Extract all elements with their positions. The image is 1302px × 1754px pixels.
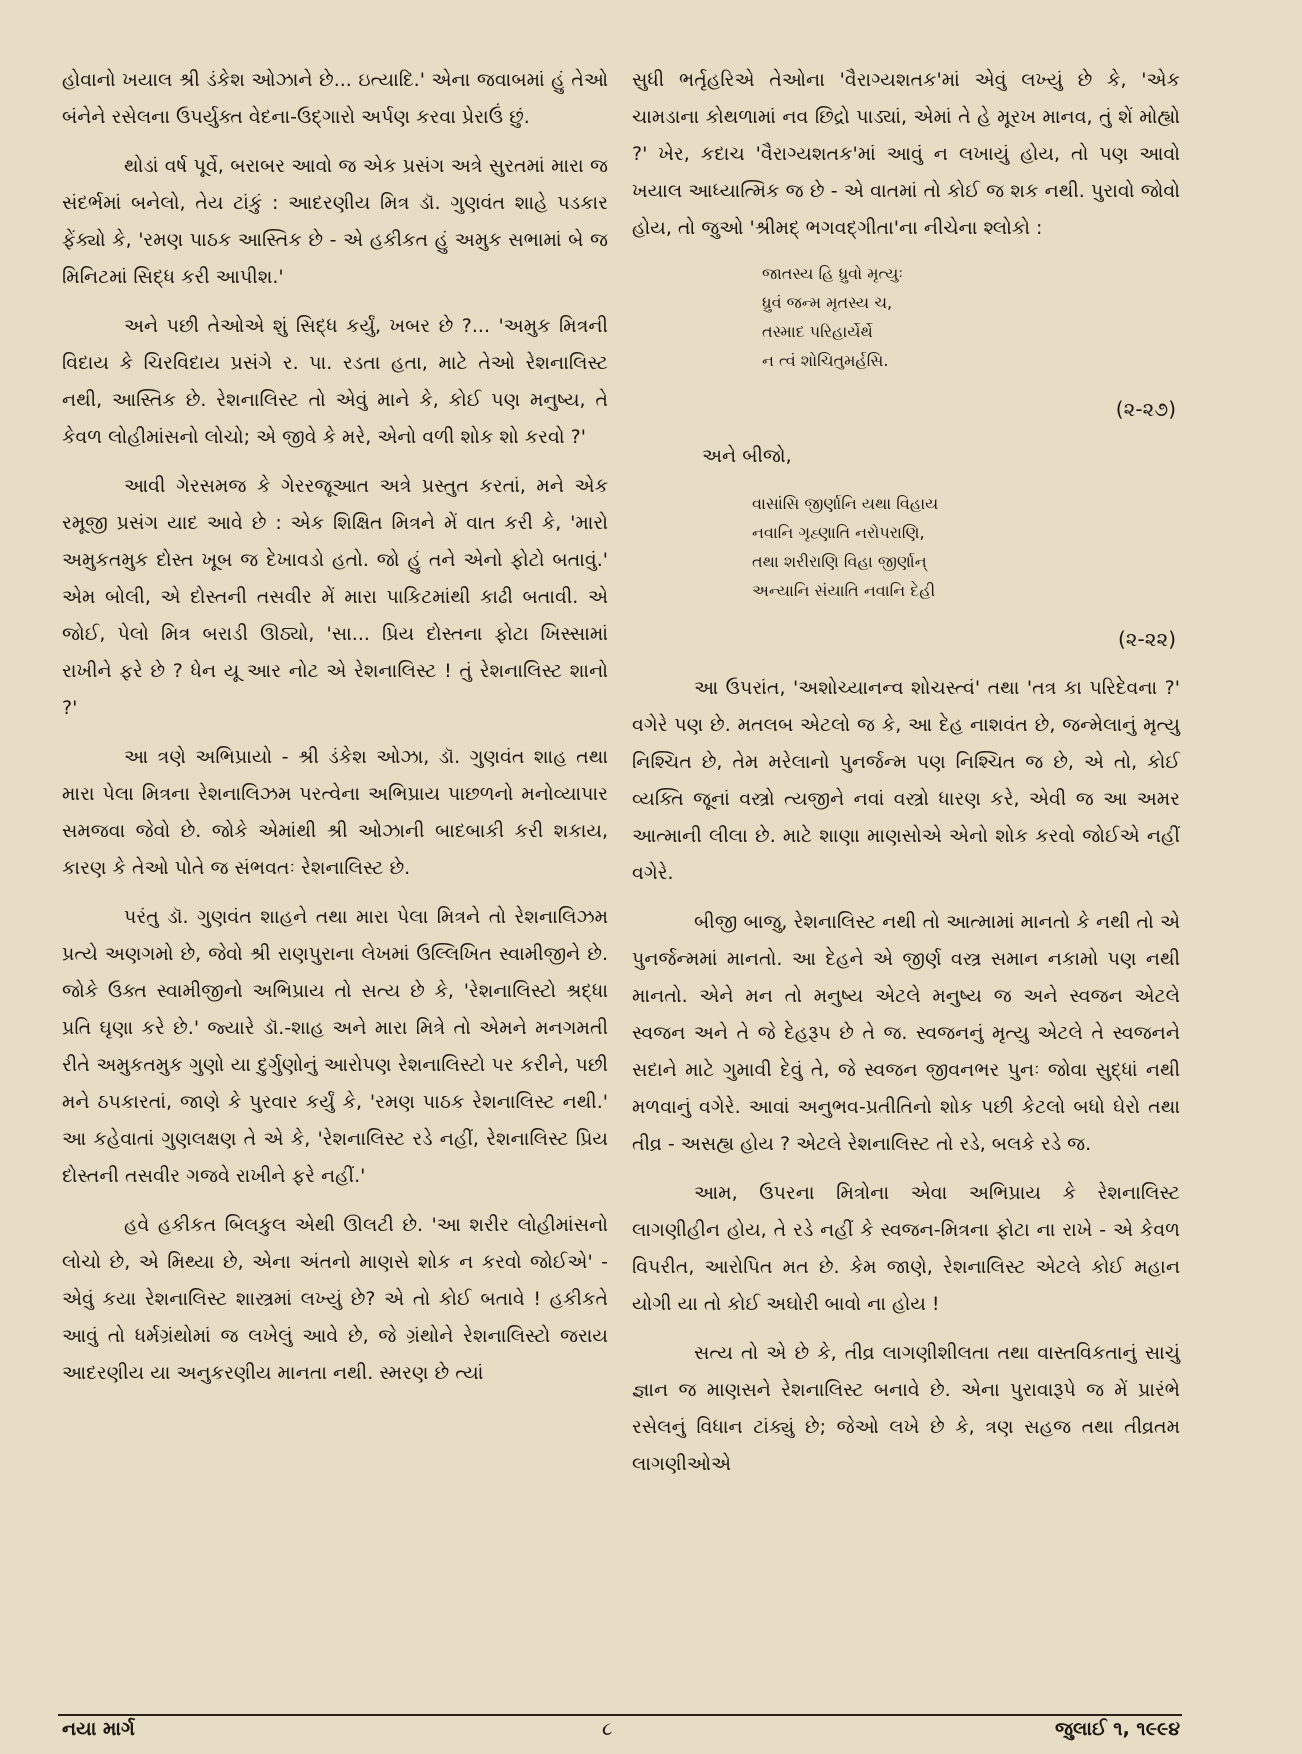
verse-reference: (૨-૨૭) bbox=[1115, 397, 1176, 421]
paragraph: અને પછી તેઓએ શું સિદ્ધ કર્યું, ખબર છે ?... 'અમુક મિત્રની વિદાય કે ચિરવિદાય પ્રસંગે ર. પા. રડતા હતા, માટે તેઓ રેશનાલિસ્ટ નથી, આસ્તિક છે. રેશનાલિસ્ટ તો એવું માને કે, કોઈ પણ મનુષ્ય, તે કેવળ લોહીમાંસનો લોચો; એ જીવે કે મરે, એનો વળી શોક શો કરવો ?' bbox=[62, 315, 608, 448]
verse-block bbox=[762, 259, 1180, 375]
footer-divider bbox=[58, 1714, 1182, 1716]
paragraph: બીજી બાજુ, રેશનાલિસ્ટ નથી તો આત્મામાં માનતો કે નથી તો એ પુનર્જન્મમાં માનતો. આ દેહને એ જીર્ણ વસ્ત્ર સમાન નકામો પણ નથી માનતો. એને મન તો મનુષ્ય એટલે મનુષ્ય જ અને સ્વજન એટલે સ્વજન અને તે જે દેહરૂપ છે તે જ. સ્વજનનું મૃત્યુ એટલે તે સ્વજનને સદાને માટે ગુમાવી દેવું તે, જે સ્વજન જીવનભર પુનઃ જોવા સુદ્ધાં નથી મળવાનું વગેરે. આવાં અનુભવ-પ્રતીતિનો શોક પછી કેટલો બધો ઘેરો તથા તીવ્ર - અસહ્ય હોય ? એટલે રેશનાલિસ્ટ તો રડે, બલકે રડે જ. bbox=[632, 911, 1180, 1155]
verse-block bbox=[752, 489, 1180, 605]
issue-date: જુલાઈ ૧, ૧૯૯૪ bbox=[1054, 1718, 1180, 1740]
paragraph: થોડાં વર્ષ પૂર્વે, બરાબર આવો જ એક પ્રસંગ અત્રે સુરતમાં મારા જ સંદર્ભમાં બનેલો, તેય ટાંકું : આદરણીય મિત્ર ડૉ. ગુણવંત શાહે પડકાર ફેંક્યો કે, 'રમણ પાઠક આસ્તિક છે - એ હકીકત હું અમુક સભામાં બે જ મિનિટમાં સિદ્ધ કરી આપીશ.' bbox=[62, 155, 608, 288]
verse-line: જાતસ્ય હિ ધ્રુવો મૃત્યુઃ bbox=[762, 264, 903, 283]
verse-line: ધ્રુવં જન્મ મૃતસ્ય ચ, bbox=[762, 293, 893, 312]
verse-reference: (૨-૨૨) bbox=[1117, 627, 1176, 651]
verse-line: તસ્માદ પરિહાર્યેર્થે bbox=[762, 322, 873, 341]
paragraph: આ ઉપરાંત, 'અશોચ્યાનન્વ શોચસ્ત્વં' તથા 'તત્ર કા પરિદેવના ?' વગેરે પણ છે. મતલબ એટલો જ કે, આ દેહ નાશવંત છે, જન્મેલાનું મૃત્યુ નિશ્ચિત છે, તેમ મરેલાનો પુનર્જન્મ પણ નિશ્ચિત જ છે, એ તો, કોઈ વ્યક્તિ જૂનાં વસ્ત્રો ત્યજીને નવાં વસ્ત્રો ધારણ કરે, એવી જ આ અમર આત્માની લીલા છે. માટે શાણા માણસોએ એનો શોક કરવો જોઈએ નહીં વગેરે. bbox=[632, 677, 1180, 884]
right-column bbox=[632, 62, 1180, 1483]
left-column bbox=[62, 62, 608, 1392]
verse-line: નવાનિ ગૃહ્ણાતિ નરોપરાણિ, bbox=[752, 523, 925, 542]
verse-line: તથા શરીરાણિ વિહા જીર્ણાન્ bbox=[752, 552, 927, 571]
paragraph: સત્ય તો એ છે કે, તીવ્ર લાગણીશીલતા તથા વાસ્તવિકતાનું સાચું જ્ઞાન જ માણસને રેશનાલિસ્ટ બનાવે છે. એના પુરાવારૂપે જ મેં પ્રારંભે રસેલનું વિધાન ટાંક્યું છે; જેઓ લખે છે કે, ત્રણ સહજ તથા તીવ્રતમ લાગણીઓએ bbox=[632, 1342, 1180, 1475]
verse-line: ન ત્વં શોચિતુમર્હસિ. bbox=[762, 351, 889, 370]
paragraph: આવી ગેરસમજ કે ગેરરજૂઆત અત્રે પ્રસ્તુત કરતાં, મને એક રમૂજી પ્રસંગ યાદ આવે છે : એક શિક્ષિત મિત્રને મેં વાત કરી કે, 'મારો અમુકતમુક દોસ્ત ખૂબ જ દેખાવડો હતો. જો હું તને એનો ફોટો બતાવું.' એમ બોલી, એ દોસ્તની તસવીર મેં મારા પાકિટમાંથી કાઢી બતાવી. એ જોઈ, પેલો મિત્ર બરાડી ઊઠ્યો, 'સા... પ્રિય દોસ્તના ફોટા ખિસ્સામાં રાખીને ફરે છે ? ધેન યૂ આર નોટ એ રેશનાલિસ્ટ ! તું રેશનાલિસ્ટ શાનો ?' bbox=[62, 475, 608, 719]
paragraph: સુધી ભર્તૃહરિએ તેઓના 'વૈરાગ્યશતક'માં એવું લખ્યું છે કે, 'એક ચામડાના કોથળામાં નવ છિદ્રો પાડ્યાં, એમાં તે હે મૂરખ માનવ, તું શેં મોહ્યો ?' ખેર, કદાચ 'વૈરાગ્યશતક'માં આવું ન લખાયું હોય, તો પણ આવો ખયાલ આધ્યાત્મિક જ છે - એ વાતમાં તો કોઈ જ શક નથી. પુરાવો જોવો હોય, તો જુઓ 'શ્રીમદ્ ભગવદ્ગીતા'ના નીચેના શ્લોકો : bbox=[632, 69, 1180, 239]
verse-intro: અને બીજો, bbox=[702, 445, 792, 467]
page-footer bbox=[62, 1718, 1180, 1748]
paragraph: પરંતુ ડૉ. ગુણવંત શાહને તથા મારા પેલા મિત્રને તો રેશનાલિઝમ પ્રત્યે અણગમો છે, જેવો શ્રી રાણપુરાના લેખમાં ઉલ્લિખિત સ્વામીજીને છે. જોકે ઉક્ત સ્વામીજીનો અભિપ્રાય તો સત્ય છે કે, 'રેશનાલિસ્ટો શ્રદ્ધા પ્રતિ ઘૃણા કરે છે.' જ્યારે ડૉ.-શાહ અને મારા મિત્રે તો એમને મનગમતી રીતે અમુકતમુક ગુણો યા દુર્ગુણોનું આરોપણ રેશનાલિસ્ટો પર કરીને, પછી મને ઠપકારતાં, જાણે કે પુરવાર કર્યું કે, 'રમણ પાઠક રેશનાલિસ્ટ નથી.' આ કહેવાતાં ગુણલક્ષણ તે એ કે, 'રેશનાલિસ્ટ રડે નહીં, રેશનાલિસ્ટ પ્રિય દોસ્તની તસવીર ગજવે રાખીને ફરે નહીં.' bbox=[62, 906, 608, 1187]
paragraph: હોવાનો ખયાલ શ્રી ડંકેશ ઓઝાને છે... ઇત્યાદિ.' એના જવાબમાં હું તેઓ બંનેને રસેલના ઉપર્યુક્ત વેદના-ઉદ્ગારો અર્પણ કરવા પ્રેરાઉં છું. bbox=[62, 69, 608, 128]
magazine-name: નયા માર્ગ bbox=[62, 1718, 135, 1740]
paragraph: આમ, ઉપરના મિત્રોના એવા અભિપ્રાય કે રેશનાલિસ્ટ લાગણીહીન હોય, તે રડે નહીં કે સ્વજન-મિત્રના ફોટા ના રાખે - એ કેવળ વિપરીત, આરોપિત મત છે. કેમ જાણે, રેશનાલિસ્ટ એટલે કોઈ મહાન યોગી યા તો કોઈ અઘોરી બાવો ના હોય ! bbox=[632, 1182, 1180, 1315]
paragraph: આ ત્રણે અભિપ્રાયો - શ્રી ડંકેશ ઓઝા, ડૉ. ગુણવંત શાહ તથા મારા પેલા મિત્રના રેશનાલિઝમ પરત્વેના અભિપ્રાય પાછળનો મનોવ્યાપાર સમજવા જેવો છે. જોકે એમાંથી શ્રી ઓઝાની બાદબાકી કરી શકાય, કારણ કે તેઓ પોતે જ સંભવતઃ રેશનાલિસ્ટ છે. bbox=[62, 746, 608, 879]
verse-line: વાસાંસિ જીર્ણાનિ યથા વિહાય bbox=[752, 494, 939, 513]
paragraph: હવે હકીકત બિલકુલ એથી ઊલટી છે. 'આ શરીર લોહીમાંસનો લોચો છે, એ મિથ્યા છે, એના અંતનો માણસે શોક ન કરવો જોઈએ' - એવું કયા રેશનાલિસ્ટ શાસ્ત્રમાં લખ્યું છે? એ તો કોઈ બતાવે ! હકીકતે આવું તો ધર્મગ્રંથોમાં જ લખેલું આવે છે, જે ગ્રંથોને રેશનાલિસ્ટો જરાય આદરણીય યા અનુકરણીય માનતા નથી. સ્મરણ છે ત્યાં bbox=[62, 1214, 608, 1384]
verse-line: અન્યાનિ સંયાતિ નવાનિ દેહી bbox=[752, 581, 936, 600]
page-number: ૮ bbox=[602, 1718, 613, 1740]
